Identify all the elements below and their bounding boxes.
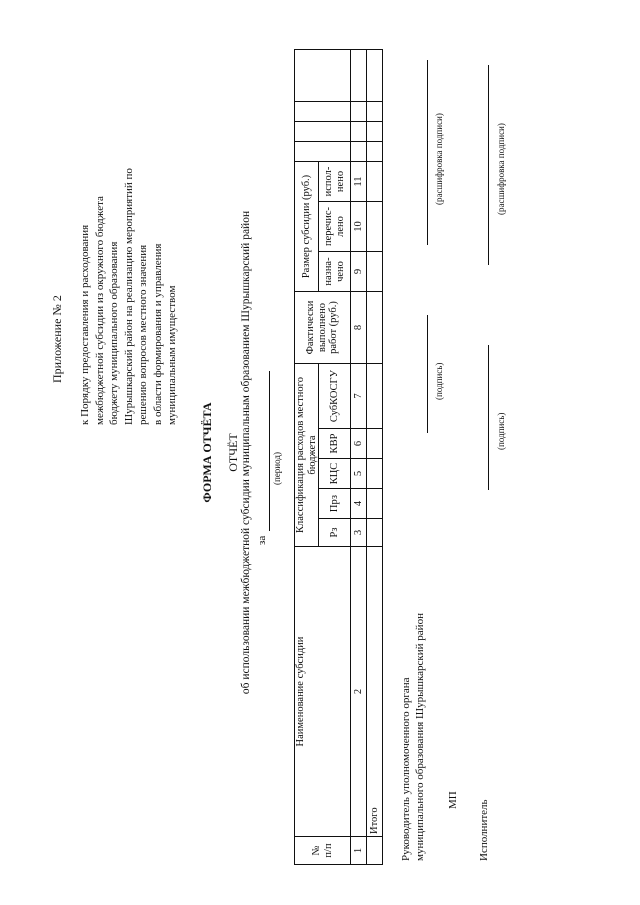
executor-signature-line[interactable]: [487, 345, 489, 490]
table-cell: [367, 459, 383, 489]
header-kvr: КВР: [319, 429, 351, 459]
table-cell: [367, 102, 383, 122]
col-number: 3: [351, 519, 367, 547]
table-cell: [367, 364, 383, 429]
col-number: 7: [351, 364, 367, 429]
col-number: 8: [351, 292, 367, 364]
header-fact: Фактически выполнено работ (руб.): [295, 292, 351, 364]
order-line: муниципальным имуществом: [166, 285, 178, 425]
table-cell: [367, 252, 383, 292]
order-line: решению вопросов местного значения: [137, 244, 149, 425]
col-number: 1: [351, 837, 367, 865]
head-decode-line[interactable]: [426, 60, 428, 245]
report-subtitle: об использовании межбюджетной субсидии муниципальным образованием Шурышкарский район: [240, 210, 252, 695]
header-prz: Прз: [319, 489, 351, 519]
header-name: Наименование субсидии: [295, 547, 351, 837]
executor-signature-caption: (подпись): [496, 412, 506, 450]
col-number: 4: [351, 489, 367, 519]
column-number-row: [351, 50, 367, 865]
table-cell: [367, 292, 383, 364]
period-caption: (период): [272, 452, 282, 485]
header-num: № п/п: [295, 837, 351, 865]
table-cell: [367, 489, 383, 519]
table-cell: [351, 102, 367, 122]
table-cell: [367, 202, 383, 252]
header-transferred: перечис- лено: [319, 202, 351, 252]
header-extra: [295, 122, 351, 142]
header-assigned: назна- чено: [319, 252, 351, 292]
order-line: в области формирования и управления: [151, 243, 164, 425]
form-title: ФОРМА ОТЧЁТА: [200, 402, 214, 503]
col-number: 2: [351, 547, 367, 837]
head-signature-line[interactable]: [426, 315, 428, 433]
head-title-line2: муниципального образования Шурышкарский район: [414, 613, 426, 861]
col-number: 11: [351, 162, 367, 202]
total-label: Итого: [367, 547, 383, 837]
executor-decode-caption: (расшифровка подписи): [496, 123, 506, 215]
header-executed: испол- нено: [319, 162, 351, 202]
header-subkosgu: СубКОСГУ: [319, 364, 351, 429]
total-row: [367, 50, 383, 865]
report-title: ОТЧЁТ: [226, 433, 240, 472]
header-extra: [295, 102, 351, 122]
table-cell: [351, 122, 367, 142]
order-line: межбюджетной субсидии из окружного бюджета: [93, 196, 106, 425]
order-line: бюджету муниципального образования: [108, 241, 120, 425]
table-cell: [367, 429, 383, 459]
table-cell: [351, 50, 367, 102]
head-decode-caption: (расшифровка подписи): [434, 113, 444, 205]
order-line: к Порядку предоставления и расходования: [79, 224, 91, 425]
period-input-line[interactable]: [269, 371, 270, 531]
period-label: за: [256, 535, 268, 545]
table-cell: [351, 142, 367, 162]
col-number: 6: [351, 429, 367, 459]
executor-label: Исполнитель: [478, 799, 490, 861]
table-cell: [367, 50, 383, 102]
table-cell: [367, 142, 383, 162]
header-subsidy-size: Размер субсидии (руб.): [295, 162, 319, 292]
report-table: [294, 49, 383, 865]
header-kcs: КЦС: [319, 459, 351, 489]
header-extra: [295, 142, 351, 162]
head-title-line1: Руководитель уполномоченного органа: [400, 677, 412, 861]
table-cell: [367, 162, 383, 202]
order-reference: [78, 5, 180, 425]
table-cell: [367, 122, 383, 142]
header-classification: Классификация расходов местного бюджета: [295, 364, 319, 547]
col-number: 10: [351, 202, 367, 252]
col-number: 5: [351, 459, 367, 489]
executor-decode-line[interactable]: [487, 65, 489, 265]
table-cell: [367, 837, 383, 865]
col-number: 9: [351, 252, 367, 292]
header-extra: [295, 50, 351, 102]
order-line: Шурышкарский район на реализацию мероприятий по: [122, 168, 135, 425]
head-signature-caption: (подпись): [434, 362, 444, 400]
stamp-place-label: МП: [447, 791, 459, 809]
appendix-label: Приложение № 2: [50, 295, 64, 383]
header-rz: Рз: [319, 519, 351, 547]
table-cell: [367, 519, 383, 547]
